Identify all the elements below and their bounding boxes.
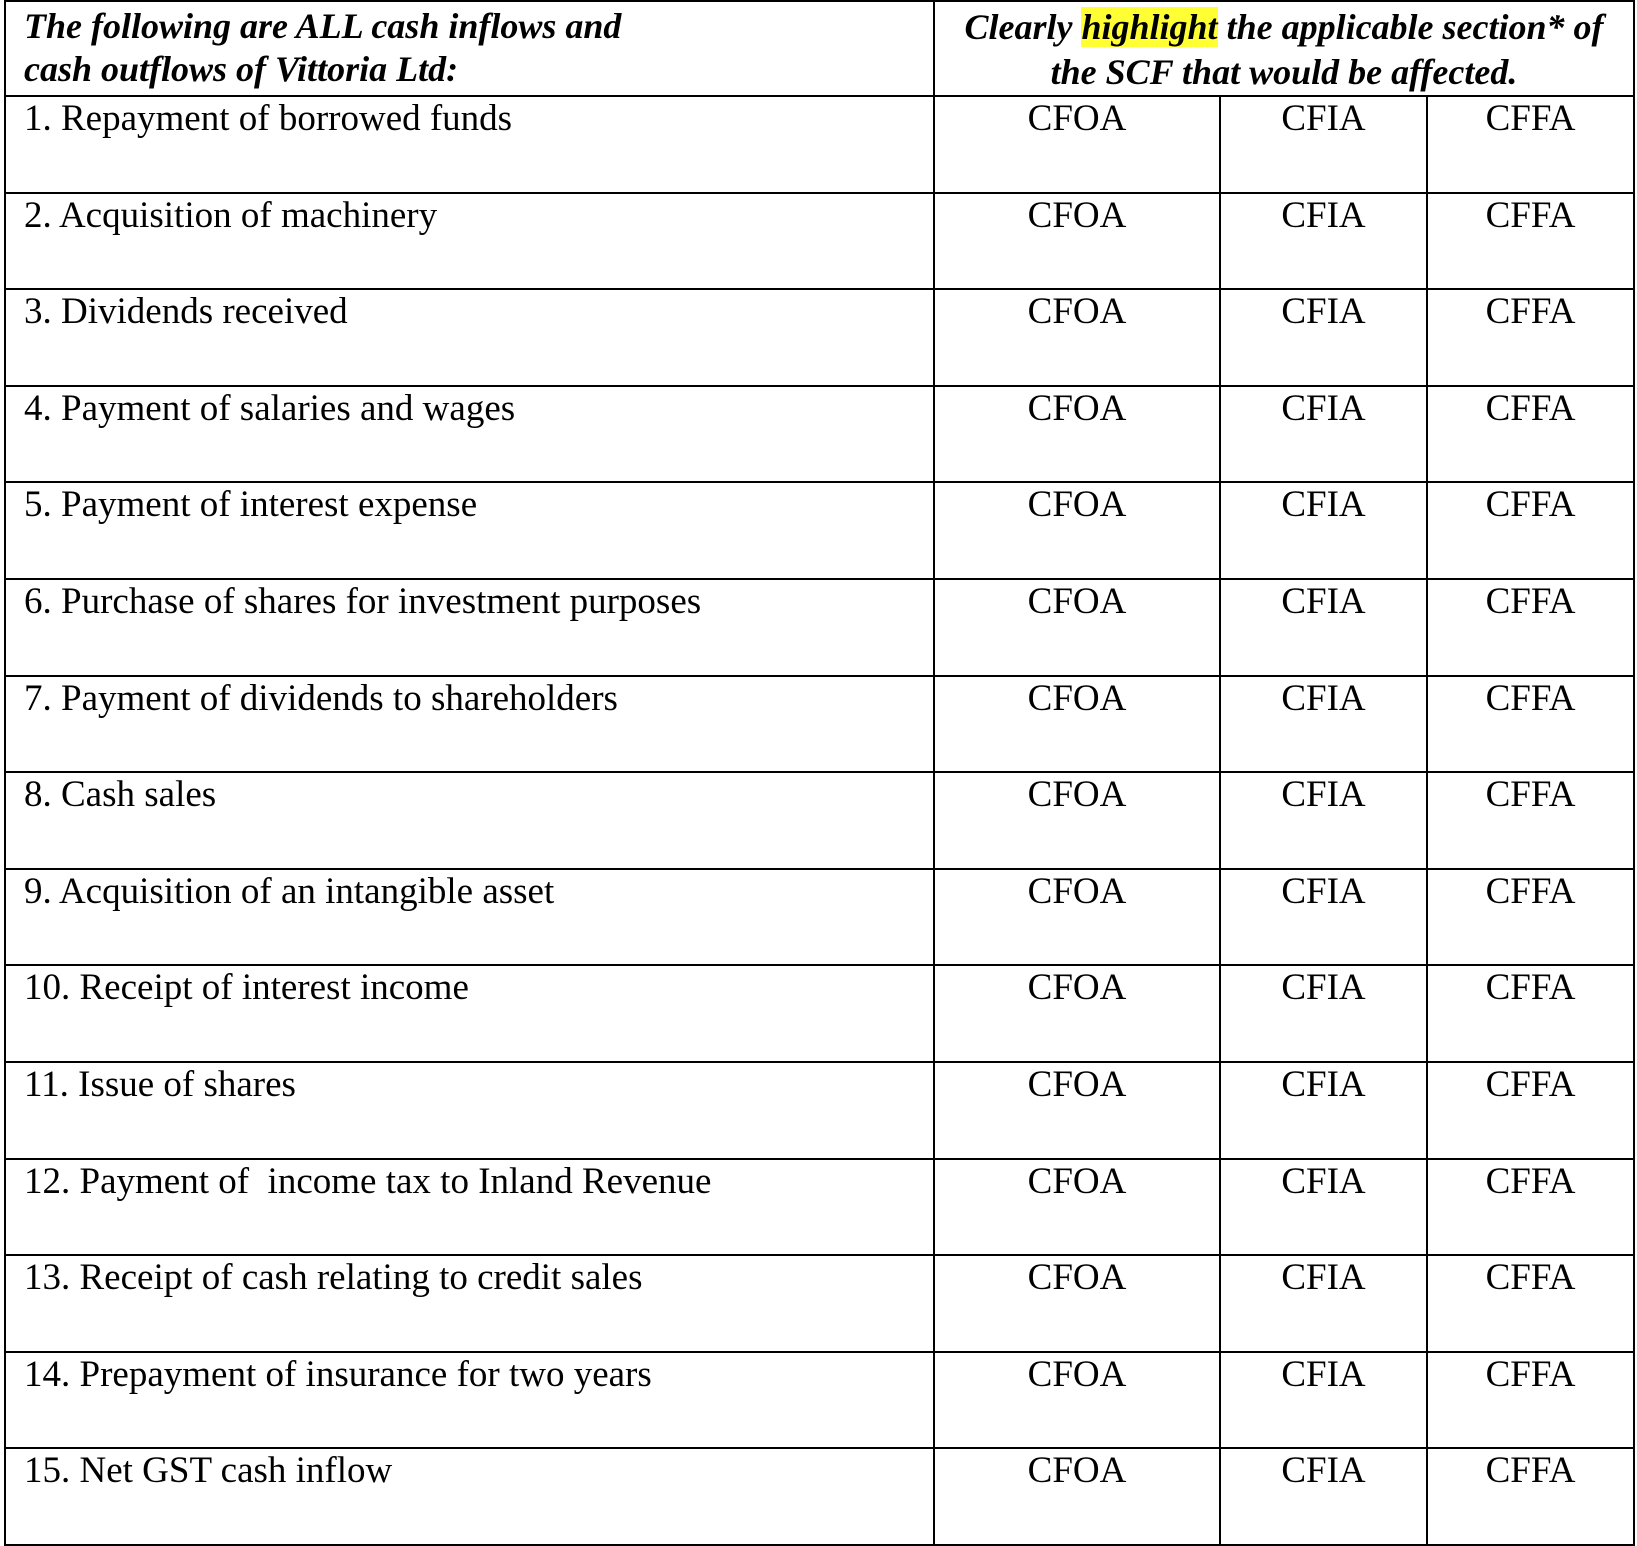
item-description-cell: [5, 193, 934, 290]
option-cfia[interactable]: CFIA: [1281, 484, 1366, 526]
table-row: [5, 482, 1634, 579]
item-description: 3. Dividends received: [24, 291, 348, 333]
item-description-cell: [5, 386, 934, 483]
option-cell-cffa[interactable]: [1427, 676, 1634, 773]
item-description-cell: [5, 96, 934, 193]
header-instructions-right: [934, 1, 1634, 96]
option-cffa[interactable]: CFFA: [1485, 677, 1576, 719]
option-cell-cfia[interactable]: [1220, 676, 1427, 773]
option-cffa[interactable]: CFFA: [1485, 774, 1576, 816]
option-cell-cfoa[interactable]: [934, 96, 1220, 193]
option-cell-cfoa[interactable]: [934, 482, 1220, 579]
option-cell-cffa[interactable]: [1427, 579, 1634, 676]
option-cell-cfia[interactable]: [1220, 482, 1427, 579]
option-cell-cffa[interactable]: [1427, 1159, 1634, 1256]
option-cffa[interactable]: CFFA: [1485, 1160, 1576, 1202]
option-cell-cfia[interactable]: [1220, 96, 1427, 193]
item-description: 13. Receipt of cash relating to credit sales: [24, 1257, 643, 1299]
option-cfoa[interactable]: CFOA: [1027, 98, 1127, 139]
option-cffa[interactable]: CFFA: [1485, 484, 1576, 526]
item-description: 2. Acquisition of machinery: [24, 194, 438, 236]
option-cell-cffa[interactable]: [1427, 1448, 1634, 1545]
item-description: 12. Payment of income tax to Inland Revenue: [24, 1160, 712, 1202]
option-cell-cffa[interactable]: [1427, 289, 1634, 386]
option-cell-cfia[interactable]: [1220, 772, 1427, 869]
option-cffa[interactable]: CFFA: [1485, 870, 1576, 912]
item-description: 9. Acquisition of an intangible asset: [24, 870, 555, 912]
option-cffa[interactable]: CFFA: [1485, 1450, 1576, 1492]
item-description: 14. Prepayment of insurance for two years: [24, 1353, 652, 1395]
option-cfoa[interactable]: CFOA: [1027, 1257, 1127, 1299]
item-description-cell: [5, 1448, 934, 1545]
option-cell-cfoa[interactable]: [934, 1448, 1220, 1545]
option-cfoa[interactable]: CFOA: [1027, 967, 1127, 1009]
table-row: [5, 676, 1634, 773]
header-right-post: the applicable section* of: [1217, 7, 1604, 47]
option-cfoa[interactable]: CFOA: [1027, 580, 1127, 622]
item-description-cell: [5, 579, 934, 676]
option-cfia[interactable]: CFIA: [1281, 774, 1366, 816]
option-cfia[interactable]: CFIA: [1281, 291, 1366, 333]
option-cfia[interactable]: CFIA: [1281, 580, 1366, 622]
item-description: 1. Repayment of borrowed funds: [24, 98, 513, 139]
item-description: 10. Receipt of interest income: [24, 967, 469, 1009]
table-row: [5, 965, 1634, 1062]
option-cfia[interactable]: CFIA: [1281, 387, 1366, 429]
option-cffa[interactable]: CFFA: [1485, 291, 1576, 333]
table-row: [5, 1255, 1634, 1352]
option-cell-cfia[interactable]: [1220, 1062, 1427, 1159]
item-description-cell: [5, 1159, 934, 1256]
table-row: [5, 386, 1634, 483]
item-description: 4. Payment of salaries and wages: [24, 387, 516, 429]
option-cell-cfia[interactable]: [1220, 965, 1427, 1062]
option-cell-cfia[interactable]: [1220, 386, 1427, 483]
option-cell-cffa[interactable]: [1427, 1255, 1634, 1352]
option-cfia[interactable]: CFIA: [1281, 194, 1366, 236]
item-description-cell: [5, 482, 934, 579]
header-row: [5, 1, 1634, 96]
table-row: [5, 772, 1634, 869]
table-row: [5, 1448, 1634, 1545]
option-cell-cfoa[interactable]: [934, 1159, 1220, 1256]
option-cfoa[interactable]: CFOA: [1027, 1353, 1127, 1395]
table-row: [5, 579, 1634, 676]
header-left-line2: cash outflows of Vittoria Ltd:: [24, 49, 459, 89]
option-cell-cfia[interactable]: [1220, 289, 1427, 386]
option-cfia[interactable]: CFIA: [1281, 1160, 1366, 1202]
option-cell-cfoa[interactable]: [934, 193, 1220, 290]
option-cell-cfoa[interactable]: [934, 772, 1220, 869]
option-cell-cfia[interactable]: [1220, 1448, 1427, 1545]
option-cell-cfoa[interactable]: [934, 386, 1220, 483]
table-row: [5, 289, 1634, 386]
option-cell-cfoa[interactable]: [934, 289, 1220, 386]
option-cell-cffa[interactable]: [1427, 96, 1634, 193]
item-description: 7. Payment of dividends to shareholders: [24, 677, 618, 719]
option-cell-cffa[interactable]: [1427, 482, 1634, 579]
option-cell-cffa[interactable]: [1427, 1062, 1634, 1159]
item-description-cell: [5, 289, 934, 386]
option-cffa[interactable]: CFFA: [1485, 387, 1576, 429]
option-cell-cfia[interactable]: [1220, 869, 1427, 966]
option-cfoa[interactable]: CFOA: [1027, 870, 1127, 912]
option-cfia[interactable]: CFIA: [1281, 870, 1366, 912]
highlight-word: highlight: [1081, 7, 1218, 47]
option-cell-cffa[interactable]: [1427, 772, 1634, 869]
option-cfoa[interactable]: CFOA: [1027, 1450, 1127, 1492]
option-cfoa[interactable]: CFOA: [1027, 774, 1127, 816]
option-cfoa[interactable]: CFOA: [1027, 1160, 1127, 1202]
option-cffa[interactable]: CFFA: [1485, 1063, 1576, 1105]
option-cfoa[interactable]: CFOA: [1027, 194, 1127, 236]
option-cell-cfia[interactable]: [1220, 1159, 1427, 1256]
header-instructions-left: [5, 1, 934, 96]
option-cfia[interactable]: CFIA: [1281, 1257, 1366, 1299]
item-description-cell: [5, 676, 934, 773]
table-row: [5, 1062, 1634, 1159]
option-cell-cffa[interactable]: [1427, 193, 1634, 290]
option-cell-cffa[interactable]: [1427, 1352, 1634, 1449]
option-cell-cffa[interactable]: [1427, 869, 1634, 966]
item-description-cell: [5, 869, 934, 966]
option-cell-cfoa[interactable]: [934, 1062, 1220, 1159]
option-cffa[interactable]: CFFA: [1485, 967, 1576, 1009]
option-cfia[interactable]: CFIA: [1281, 967, 1366, 1009]
option-cell-cfoa[interactable]: [934, 869, 1220, 966]
table-row: [5, 193, 1634, 290]
option-cffa[interactable]: CFFA: [1485, 98, 1576, 139]
item-description: 5. Payment of interest expense: [24, 484, 478, 526]
option-cffa[interactable]: CFFA: [1485, 194, 1576, 236]
header-right-line2: the SCF that would be affected.: [1050, 52, 1518, 92]
option-cfia[interactable]: CFIA: [1281, 1353, 1366, 1395]
item-description-cell: [5, 772, 934, 869]
option-cfia[interactable]: CFIA: [1281, 98, 1366, 139]
item-description-cell: [5, 1352, 934, 1449]
option-cell-cfia[interactable]: [1220, 1255, 1427, 1352]
table-row: [5, 1159, 1634, 1256]
table-row: [5, 1352, 1634, 1449]
option-cfoa[interactable]: CFOA: [1027, 677, 1127, 719]
item-description-cell: [5, 1255, 934, 1352]
option-cfia[interactable]: CFIA: [1281, 677, 1366, 719]
option-cell-cfia[interactable]: [1220, 1352, 1427, 1449]
option-cfia[interactable]: CFIA: [1281, 1063, 1366, 1105]
option-cell-cffa[interactable]: [1427, 965, 1634, 1062]
option-cfia[interactable]: CFIA: [1281, 1450, 1366, 1492]
option-cell-cfoa[interactable]: [934, 1352, 1220, 1449]
item-description: 15. Net GST cash inflow: [24, 1450, 393, 1492]
header-right-pre: Clearly: [964, 7, 1082, 47]
option-cfoa[interactable]: CFOA: [1027, 1063, 1127, 1105]
item-description: 6. Purchase of shares for investment purposes: [24, 580, 702, 622]
option-cell-cfia[interactable]: [1220, 579, 1427, 676]
item-description: 11. Issue of shares: [24, 1063, 296, 1105]
option-cfoa[interactable]: CFOA: [1027, 387, 1127, 429]
option-cffa[interactable]: CFFA: [1485, 1257, 1576, 1299]
item-description-cell: [5, 1062, 934, 1159]
option-cell-cffa[interactable]: [1427, 386, 1634, 483]
option-cfoa[interactable]: CFOA: [1027, 484, 1127, 526]
item-description-cell: [5, 965, 934, 1062]
option-cell-cfoa[interactable]: [934, 965, 1220, 1062]
option-cfoa[interactable]: CFOA: [1027, 291, 1127, 333]
option-cell-cfoa[interactable]: [934, 1255, 1220, 1352]
option-cell-cfoa[interactable]: [934, 579, 1220, 676]
option-cell-cfoa[interactable]: [934, 676, 1220, 773]
option-cffa[interactable]: CFFA: [1485, 580, 1576, 622]
option-cell-cfia[interactable]: [1220, 193, 1427, 290]
table-row: [5, 96, 1634, 193]
option-cffa[interactable]: CFFA: [1485, 1353, 1576, 1395]
table-row: [5, 869, 1634, 966]
scf-classification-table: [4, 0, 1635, 1546]
item-description: 8. Cash sales: [24, 774, 217, 816]
header-left-line1: The following are ALL cash inflows and: [24, 6, 622, 46]
